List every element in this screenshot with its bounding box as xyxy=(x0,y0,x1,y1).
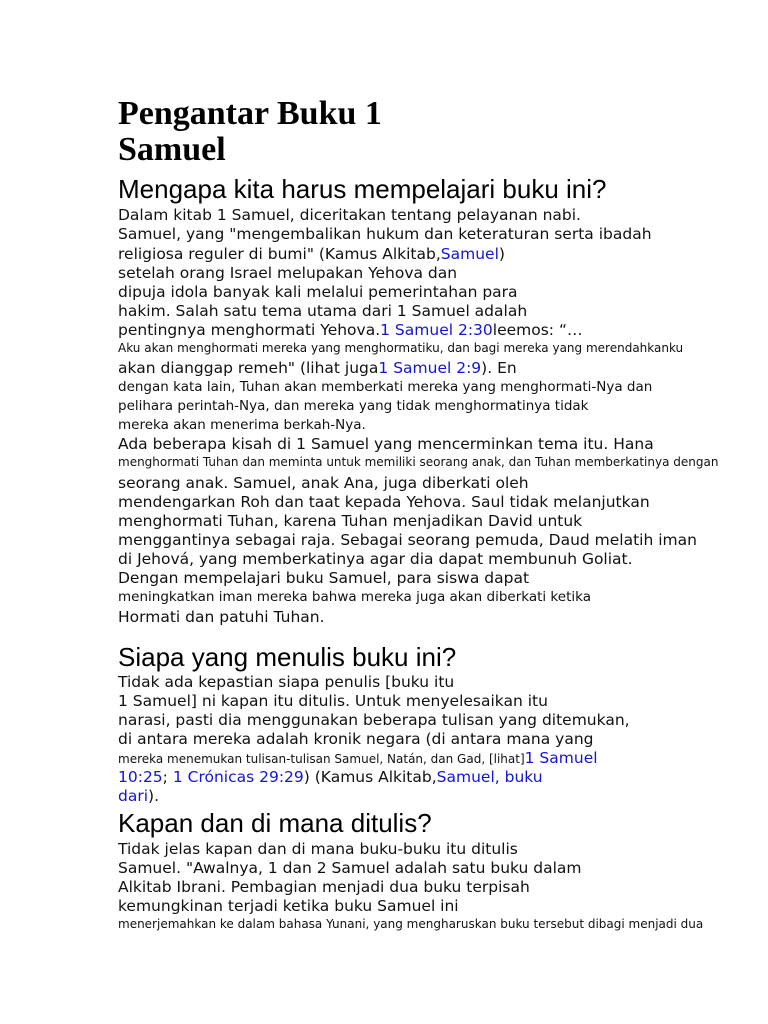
link-1-samuel-10-25-cont[interactable]: 10:25 xyxy=(118,768,163,786)
paragraph-line: menghormati Tuhan dan meminta untuk memiliki seorang anak, dan Tuhan memberkatinya dengan xyxy=(118,455,719,469)
section-heading-when: Kapan dan di mana ditulis? xyxy=(118,808,432,838)
paragraph-line: hakim. Salah satu tema utama dari 1 Samuel adalah xyxy=(118,302,528,320)
paragraph-line: setelah orang Israel melupakan Yehova dan xyxy=(118,264,458,282)
paragraph-line: 1 Samuel] ni kapan itu ditulis. Untuk menyelesaikan itu xyxy=(118,692,548,710)
link-1-samuel-2-30[interactable]: 1 Samuel 2:30 xyxy=(380,321,493,339)
link-samuel-buku-dari[interactable]: Samuel, buku xyxy=(436,768,543,786)
link-1-samuel-2-9[interactable]: 1 Samuel 2:9 xyxy=(378,359,482,377)
text-span: ; xyxy=(162,768,173,786)
text-span: mereka menemukan tulisan-tulisan Samuel, Natán, dan Gad, [lihat] xyxy=(118,752,525,766)
paragraph-line: kemungkinan terjadi ketika buku Samuel ini xyxy=(118,897,459,915)
page-title: Pengantar Buku 1 Samuel xyxy=(118,95,382,168)
paragraph-line: Aku akan menghormati mereka yang menghormatiku, dan bagi mereka yang merendahkanku xyxy=(118,341,684,355)
paragraph-line xyxy=(118,321,582,340)
link-samuel-buku-dari-cont[interactable]: dari xyxy=(118,787,149,805)
paragraph-line xyxy=(118,749,598,769)
link-1-cronicas-29-29[interactable]: 1 Crónicas 29:29 xyxy=(172,768,304,786)
text-span: ) (Kamus Alkitab, xyxy=(303,768,437,786)
section-heading-who: Siapa yang menulis buku ini? xyxy=(118,642,457,672)
link-1-samuel-10-25[interactable]: 1 Samuel xyxy=(524,749,598,767)
paragraph-line: dengan kata lain, Tuhan akan memberkati mereka yang menghormati-Nya dan xyxy=(118,379,653,395)
paragraph-line: Samuel, yang "mengembalikan hukum dan keteraturan serta ibadah xyxy=(118,225,652,243)
paragraph-line: seorang anak. Samuel, anak Ana, juga diberkati oleh xyxy=(118,474,529,492)
paragraph-line: Dengan mempelajari buku Samuel, para siswa dapat xyxy=(118,569,530,587)
paragraph-line xyxy=(118,359,517,378)
paragraph-line: Hormati dan patuhi Tuhan. xyxy=(118,608,325,626)
paragraph-line: narasi, pasti dia menggunakan beberapa tulisan yang ditemukan, xyxy=(118,711,630,729)
paragraph-line: menghormati Tuhan, karena Tuhan menjadikan David untuk xyxy=(118,512,583,530)
paragraph-line: menggantinya sebagai raja. Sebagai seorang pemuda, Daud melatih iman xyxy=(118,531,697,549)
paragraph-line: Samuel. "Awalnya, 1 dan 2 Samuel adalah satu buku dalam xyxy=(118,859,582,877)
paragraph-line: di Jehová, yang memberkatinya agar dia dapat membunuh Goliat. xyxy=(118,550,633,568)
text-span: leemos: “… xyxy=(492,321,583,339)
paragraph-line xyxy=(118,245,505,264)
paragraph-line: Ada beberapa kisah di 1 Samuel yang mencerminkan tema itu. Hana xyxy=(118,435,654,453)
paragraph-line: menerjemahkan ke dalam bahasa Yunani, yang mengharuskan buku tersebut dibagi menjadi dua xyxy=(118,917,704,931)
paragraph-line xyxy=(118,768,543,787)
text-span: pentingnya menghormati Yehova. xyxy=(118,321,381,339)
section-heading-why: Mengapa kita harus mempelajari buku ini? xyxy=(118,174,607,204)
paragraph-line xyxy=(118,787,159,806)
paragraph-line: dipuja idola banyak kali melalui pemerintahan para xyxy=(118,283,518,301)
paragraph-line: di antara mereka adalah kronik negara (di antara mana yang xyxy=(118,730,594,748)
paragraph-line: pelihara perintah-Nya, dan mereka yang tidak menghormatinya tidak xyxy=(118,398,589,414)
text-span: ). xyxy=(148,787,160,805)
paragraph-line: meningkatkan iman mereka bahwa mereka juga akan diberkati ketika xyxy=(118,589,591,605)
paragraph-line: Tidak ada kepastian siapa penulis [buku itu xyxy=(118,673,455,691)
paragraph-line: Dalam kitab 1 Samuel, diceritakan tentang pelayanan nabi. xyxy=(118,206,581,224)
paragraph-line: Tidak jelas kapan dan di mana buku-buku itu ditulis xyxy=(118,840,518,858)
text-span: religiosa reguler di bumi" (Kamus Alkitab, xyxy=(118,245,441,263)
link-samuel[interactable]: Samuel xyxy=(440,245,499,263)
text-span: ). En xyxy=(481,359,517,377)
text-span: ) xyxy=(498,245,505,263)
paragraph-line: mereka akan menerima berkah-Nya. xyxy=(118,417,366,433)
text-span: akan dianggap remeh" (lihat juga xyxy=(118,359,379,377)
paragraph-line: mendengarkan Roh dan taat kepada Yehova. Saul tidak melanjutkan xyxy=(118,493,650,511)
paragraph-line: Alkitab Ibrani. Pembagian menjadi dua buku terpisah xyxy=(118,878,530,896)
